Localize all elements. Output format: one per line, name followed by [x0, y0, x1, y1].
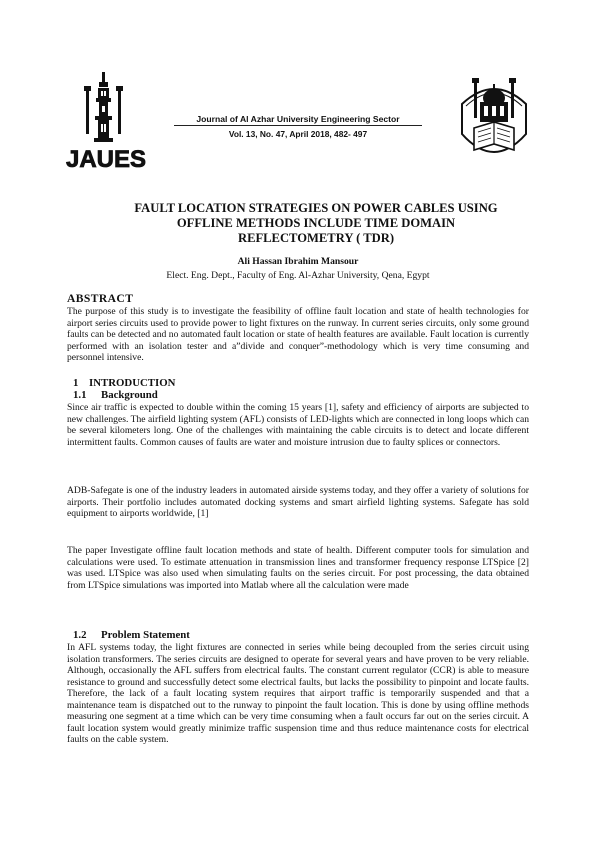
paper-title-line: FAULT LOCATION STRATEGIES ON POWER CABLES USING — [134, 201, 498, 215]
paper-title-line: REFLECTOMETRY ( TDR) — [237, 231, 395, 245]
journal-volume: Vol. 13, No. 47, April 2018, 482- 497 — [228, 129, 368, 139]
author-affiliation: Elect. Eng. Dept., Faculty of Eng. Al-Azhar University, Qena, Egypt — [166, 270, 430, 281]
subsection-title: Background — [101, 389, 158, 401]
header-divider — [174, 125, 422, 126]
section-heading-introduction — [73, 377, 175, 389]
subsection-number: 1.1 — [73, 389, 87, 401]
subsection-number: 1.2 — [73, 629, 87, 641]
university-crest-logo — [456, 72, 532, 172]
subsection-heading-background — [73, 389, 158, 401]
jaues-logo — [60, 70, 152, 172]
subsection-title: Problem Statement — [101, 629, 190, 641]
subsection-heading-problem-statement — [73, 629, 190, 641]
author-name: Ali Hassan Ibrahim Mansour — [237, 256, 359, 267]
logo-text: JAUES — [65, 146, 147, 172]
paper-title — [104, 201, 528, 246]
background-paragraph-2: ADB-Safegate is one of the industry leaders in automated airside systems today, and they offer a variety of solutions for airports. Their portfolio includes automated docking systems and smart airfield lighting systems. Safegate has sold equipment to airports worldwide, [1] — [67, 485, 529, 519]
section-number: 1 — [73, 377, 79, 389]
section-title: INTRODUCTION — [89, 377, 176, 389]
problem-statement-paragraph: In AFL systems today, the light fixtures are connected in series while being decoupled from the series circuit using isolation transformers. The series circuits are designed to operate for several years and have proven to be very reliable. Although, occasionally the AFL suffers from electrical faults. The constant current regulator (CCR) is able to measure resistance to ground and successfully detect some electrical faults, but lacks the possibility to pinpoint and locate faults. Therefore, the lack of a fault locating system requires that airport traffic is temporarily suspended and that a maintenance team is dispatched out to the runway to pinpoint the fault location. This is done by using offline methods measuring one segment at a time which can be very time consuming when a fault occurs far out on the series circuit. A fault location system would greatly minimize traffic suspension time and thus reduce maintenance costs for electrical faults on the cable system. — [67, 642, 529, 745]
journal-name: Journal of Al Azhar University Engineering Sector — [196, 114, 400, 124]
journal-header — [0, 0, 596, 190]
paper-title-line: OFFLINE METHODS INCLUDE TIME DOMAIN — [176, 216, 456, 230]
abstract-text: The purpose of this study is to investigate the feasibility of offline fault location and state of health technologies for airport series circuits used to provide power to light fixtures on the runway. In current series circuits, only some ground faults can be detected and no automated fault location or state of health features are available. Fault location is currently performed with an isolation tester and a”divide and conquer”-methodology which is very time consuming and personnel intensive. — [67, 306, 529, 363]
background-paragraph-1: Since air traffic is expected to double within the coming 15 years [1], safety and efficiency of airports are subjected to new challenges. The airfield lighting system (AFL) consists of LED-lights which are connected in long loops which can be several kilometers long. One of the challenges with maintaining the cable circuits is to detect and locate different intermittent faults. Common causes of faults are water and moisture intrusion due to faulty splices or connectors. — [67, 402, 529, 448]
abstract-heading: ABSTRACT — [67, 292, 134, 305]
background-paragraph-3: The paper Investigate offline fault location methods and state of health. Different computer tools for simulation and calculations were used. To estimate attenuation in transmission lines and transformer frequency response LTSpice [2] was used. LTSpice was also used when simulating faults on the series circuit. For post processing, the data obtained from LTSpice simulations was imported into Matlab where all the calculation were made — [67, 545, 529, 591]
